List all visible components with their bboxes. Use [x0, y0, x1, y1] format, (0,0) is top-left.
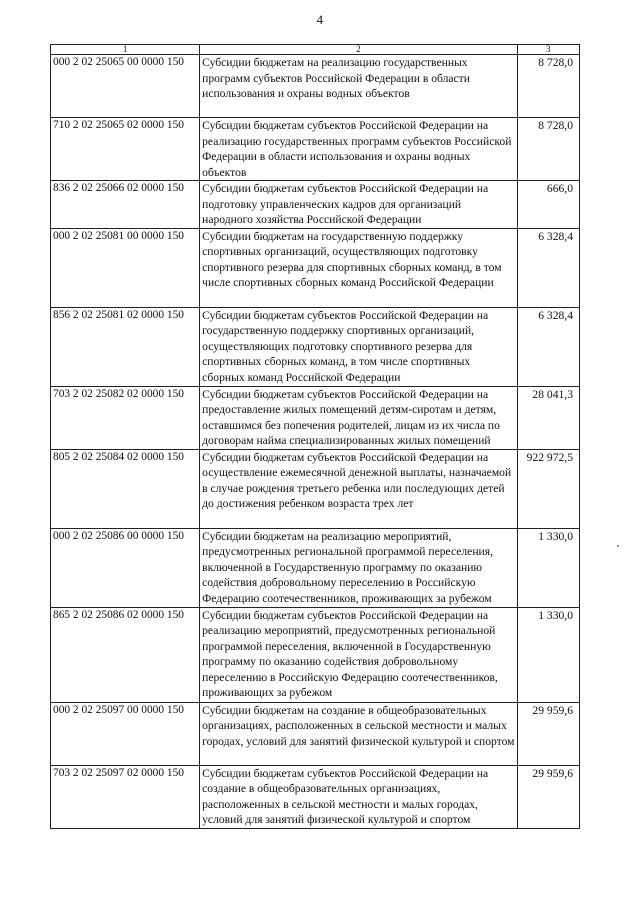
revenue-description: Субсидии бюджетам субъектов Российской Федерации на предоставление жилых помещений детям-сиротам и детям, оставшимся без попечения родителей, лицам из их числа по договорам найма специализированных жилых помещений: [200, 386, 517, 449]
amount-value: 8 728,0: [517, 118, 579, 181]
budget-code: 000 2 02 25086 00 0000 150: [51, 528, 200, 607]
column-number-3: 3: [517, 45, 579, 55]
budget-code: 000 2 02 25097 00 0000 150: [51, 702, 200, 765]
amount-value: 28 041,3: [517, 386, 579, 449]
table-row: [51, 607, 580, 702]
budget-code: 856 2 02 25081 02 0000 150: [51, 307, 200, 386]
column-number-1: 1: [51, 45, 200, 55]
amount-value: 6 328,4: [517, 307, 579, 386]
table-row: [51, 765, 580, 828]
amount-value: 6 328,4: [517, 228, 579, 307]
page-number: 4: [316, 12, 324, 27]
revenue-description: Субсидии бюджетам на создание в общеобразовательных организациях, расположенных в сельской местности и малых городах, условий для занятий физической культурой и спортом: [200, 702, 517, 765]
table-row: [51, 449, 580, 528]
amount-value: 1 330,0: [517, 528, 579, 607]
revenue-description: Субсидии бюджетам субъектов Российской Федерации на реализацию государственных программ субъектов Российской Федерации в области использования и охраны водных объектов: [200, 118, 517, 181]
table-row: [51, 118, 580, 181]
budget-code: 805 2 02 25084 02 0000 150: [51, 449, 200, 528]
revenue-description: Субсидии бюджетам субъектов Российской Федерации на создание в общеобразовательных организациях, расположенных в сельской местности и малых городах, условий для занятий физической культурой и спортом: [200, 765, 517, 828]
amount-value: 666,0: [517, 181, 579, 229]
table-row: [51, 181, 580, 229]
budget-code: 000 2 02 25081 00 0000 150: [51, 228, 200, 307]
table-row: [51, 528, 580, 607]
revenue-description: Субсидии бюджетам на реализацию государственных программ субъектов Российской Федерации в области использования и охраны водных объектов: [200, 55, 517, 118]
table-body: [51, 55, 580, 829]
header-row: [51, 45, 580, 55]
table-row: [51, 702, 580, 765]
budget-code: 000 2 02 25065 00 0000 150: [51, 55, 200, 118]
amount-value: 8 728,0: [517, 55, 579, 118]
scan-speck: [617, 545, 619, 547]
table-header: [51, 45, 580, 55]
amount-value: 29 959,6: [517, 702, 579, 765]
revenue-description: Субсидии бюджетам субъектов Российской Федерации на подготовку управленческих кадров для организаций народного хозяйства Российской Федерации: [200, 181, 517, 229]
revenue-description: Субсидии бюджетам на реализацию мероприятий, предусмотренных региональной программой переселения, включенной в Государственную программу по оказанию содействия добровольному переселению в Российскую Федерацию соотечественников, проживающих за рубежом: [200, 528, 517, 607]
revenue-description: Субсидии бюджетам субъектов Российской Федерации на осуществление ежемесячной денежной выплаты, назначаемой в случае рождения третьего ребенка или последующих детей до достижения ребенком возраста трех лет: [200, 449, 517, 528]
budget-code: 865 2 02 25086 02 0000 150: [51, 607, 200, 702]
column-number-2: 2: [200, 45, 517, 55]
table-row: [51, 386, 580, 449]
table-row: [51, 55, 580, 118]
budget-code: 710 2 02 25065 02 0000 150: [51, 118, 200, 181]
budget-code: 703 2 02 25082 02 0000 150: [51, 386, 200, 449]
table-row: [51, 228, 580, 307]
amount-value: 922 972,5: [517, 449, 579, 528]
amount-value: 29 959,6: [517, 765, 579, 828]
revenue-description: Субсидии бюджетам на государственную поддержку спортивных организаций, осуществляющих подготовку спортивного резерва для спортивных сборных команд, в том числе спортивных сборных команд Российской Федерации: [200, 228, 517, 307]
budget-table: [50, 44, 580, 829]
budget-code: 703 2 02 25097 02 0000 150: [51, 765, 200, 828]
revenue-description: Субсидии бюджетам субъектов Российской Федерации на государственную поддержку спортивных организаций, осуществляющих подготовку спортивного резерва для спортивных сборных команд, в том числе спортивных сборных команд Российской Федерации: [200, 307, 517, 386]
amount-value: 1 330,0: [517, 607, 579, 702]
revenue-description: Субсидии бюджетам субъектов Российской Федерации на реализацию мероприятий, предусмотренных региональной программой переселения, включенной в Государственную программу по оказанию содействия добровольному переселению в Российскую Федерацию соотечественников, проживающих за рубежом: [200, 607, 517, 702]
table-row: [51, 307, 580, 386]
budget-code: 836 2 02 25066 02 0000 150: [51, 181, 200, 229]
